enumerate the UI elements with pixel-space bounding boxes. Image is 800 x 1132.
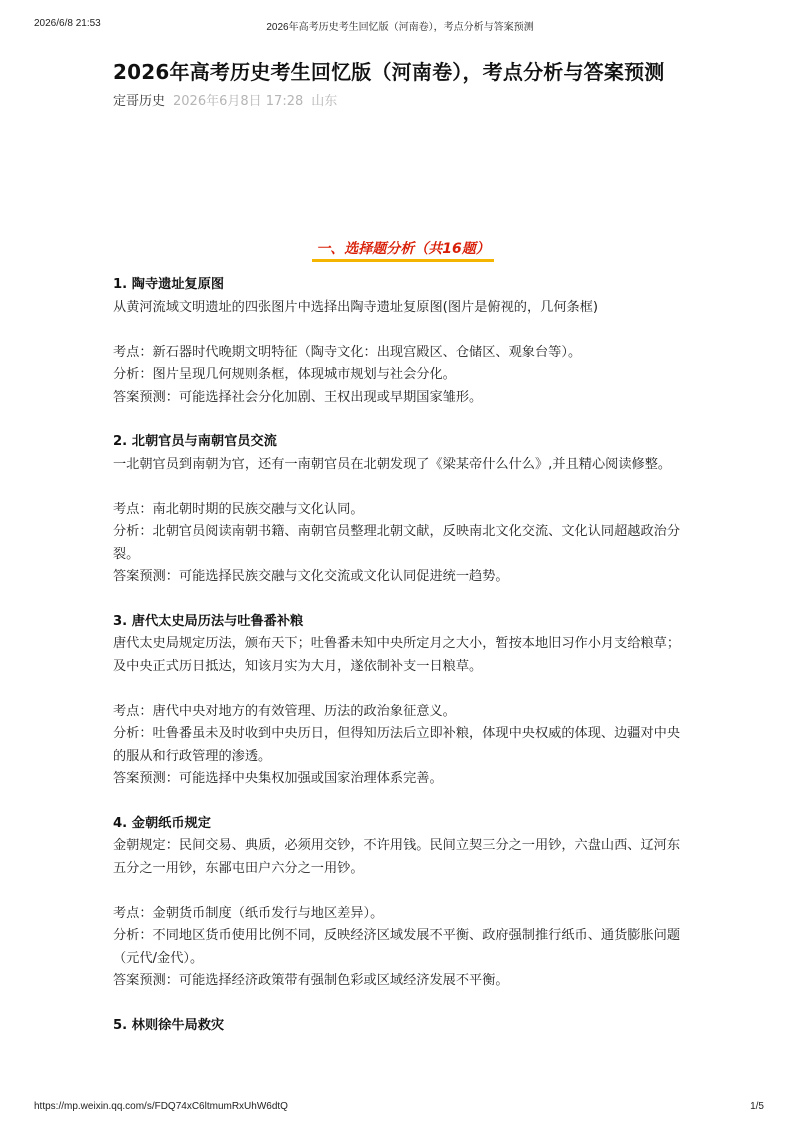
- question-desc: 一北朝官员到南朝为官，还有一南朝官员在北朝发现了《梁某帝什么什么》,并且精心阅读修整。: [113, 456, 672, 472]
- question-desc: 唐代太史局规定历法，颁布天下；吐鲁番未知中央所定月之大小，暂按本地旧习作小月支给粮草；及中央正式历日抵达，知该月实为大月，遂依制补支一日粮草。: [113, 636, 681, 674]
- question-title: 4. 金朝纸币规定: [113, 815, 211, 831]
- question-point: 考点：新石器时代晚期文明特征（陶寺文化：出现宫殿区、仓储区、观象台等）。: [113, 344, 582, 360]
- article-title: 2026年高考历史考生回忆版（河南卷），考点分析与答案预测: [113, 60, 665, 84]
- question-title: 5. 林则徐牛局救灾: [113, 1017, 225, 1033]
- print-timestamp: 2026/6/8 21:53: [34, 18, 101, 29]
- question-desc: 从黄河流域文明遗址的四张图片中选择出陶寺遗址复原图(图片是俯视的，几何条框): [113, 299, 599, 315]
- question-analysis: 分析：图片呈现几何规则条框，体现城市规划与社会分化。: [113, 367, 456, 382]
- question-answer: 答案预测：可能选择社会分化加剧、王权出现或早期国家雏形。: [113, 389, 483, 405]
- question-title: 2. 北朝官员与南朝官员交流: [113, 434, 277, 449]
- question-point: 考点：南北朝时期的民族交融与文化认同。: [113, 501, 364, 517]
- print-footer: [0, 1101, 800, 1117]
- page-url: https://mp.weixin.qq.com/s/FDQ74xC6ltmumRxUhW6dtQ: [34, 1101, 288, 1112]
- print-header: [0, 18, 800, 34]
- question-analysis: 分析：吐鲁番虽未及时收到中央历日，但得知历法后立即补粮，体现中央权威的体现、边疆对中央的服从和行政管理的渗透。: [113, 726, 681, 764]
- author-link[interactable]: 定哥历史: [113, 94, 166, 109]
- question-2: [113, 431, 693, 589]
- question-analysis: 分析：北朝官员阅读南朝书籍、南朝官员整理北朝文献，反映南北文化交流、文化认同超越政治分裂。: [113, 524, 681, 562]
- section-heading: [113, 238, 693, 264]
- question-3: [113, 611, 693, 791]
- publish-date: 2026年6月8日 17:28: [173, 94, 304, 109]
- print-page-title: 2026年高考历史考生回忆版（河南卷），考点分析与答案预测: [266, 22, 534, 33]
- question-desc: 金朝规定：民间交易、典质，必须用交钞，不许用钱。民间立契三分之一用钞，六盘山西、辽河东五分之一用钞，东鄙屯田户六分之一用钞。: [113, 838, 681, 876]
- question-answer: 答案预测：可能选择中央集权加强或国家治理体系完善。: [113, 771, 443, 786]
- question-title: 3. 唐代太史局历法与吐鲁番补粮: [113, 613, 304, 629]
- page-number: 1/5: [750, 1101, 764, 1112]
- question-answer: 答案预测：可能选择经济政策带有强制色彩或区域经济发展不平衡。: [113, 973, 509, 988]
- article: [113, 58, 693, 1037]
- section-title: 一、选择题分析（共16题）: [312, 239, 493, 262]
- question-1: [113, 274, 693, 409]
- question-4: [113, 813, 693, 993]
- article-meta: [113, 93, 693, 111]
- question-analysis: 分析：不同地区货币使用比例不同，反映经济区域发展不平衡、政府强制推行纸币、通货膨胀问题（元代/金代）。: [113, 928, 681, 966]
- question-5: [113, 1015, 693, 1038]
- question-answer: 答案预测：可能选择民族交融与文化交流或文化认同促进统一趋势。: [113, 569, 509, 584]
- question-title: 1. 陶寺遗址复原图: [113, 277, 225, 292]
- question-point: 考点：唐代中央对地方的有效管理、历法的政治象征意义。: [113, 703, 456, 719]
- article-body: [113, 274, 693, 1037]
- publish-location: 山东: [311, 94, 338, 109]
- question-point: 考点：金朝货币制度（纸币发行与地区差异）。: [113, 905, 384, 921]
